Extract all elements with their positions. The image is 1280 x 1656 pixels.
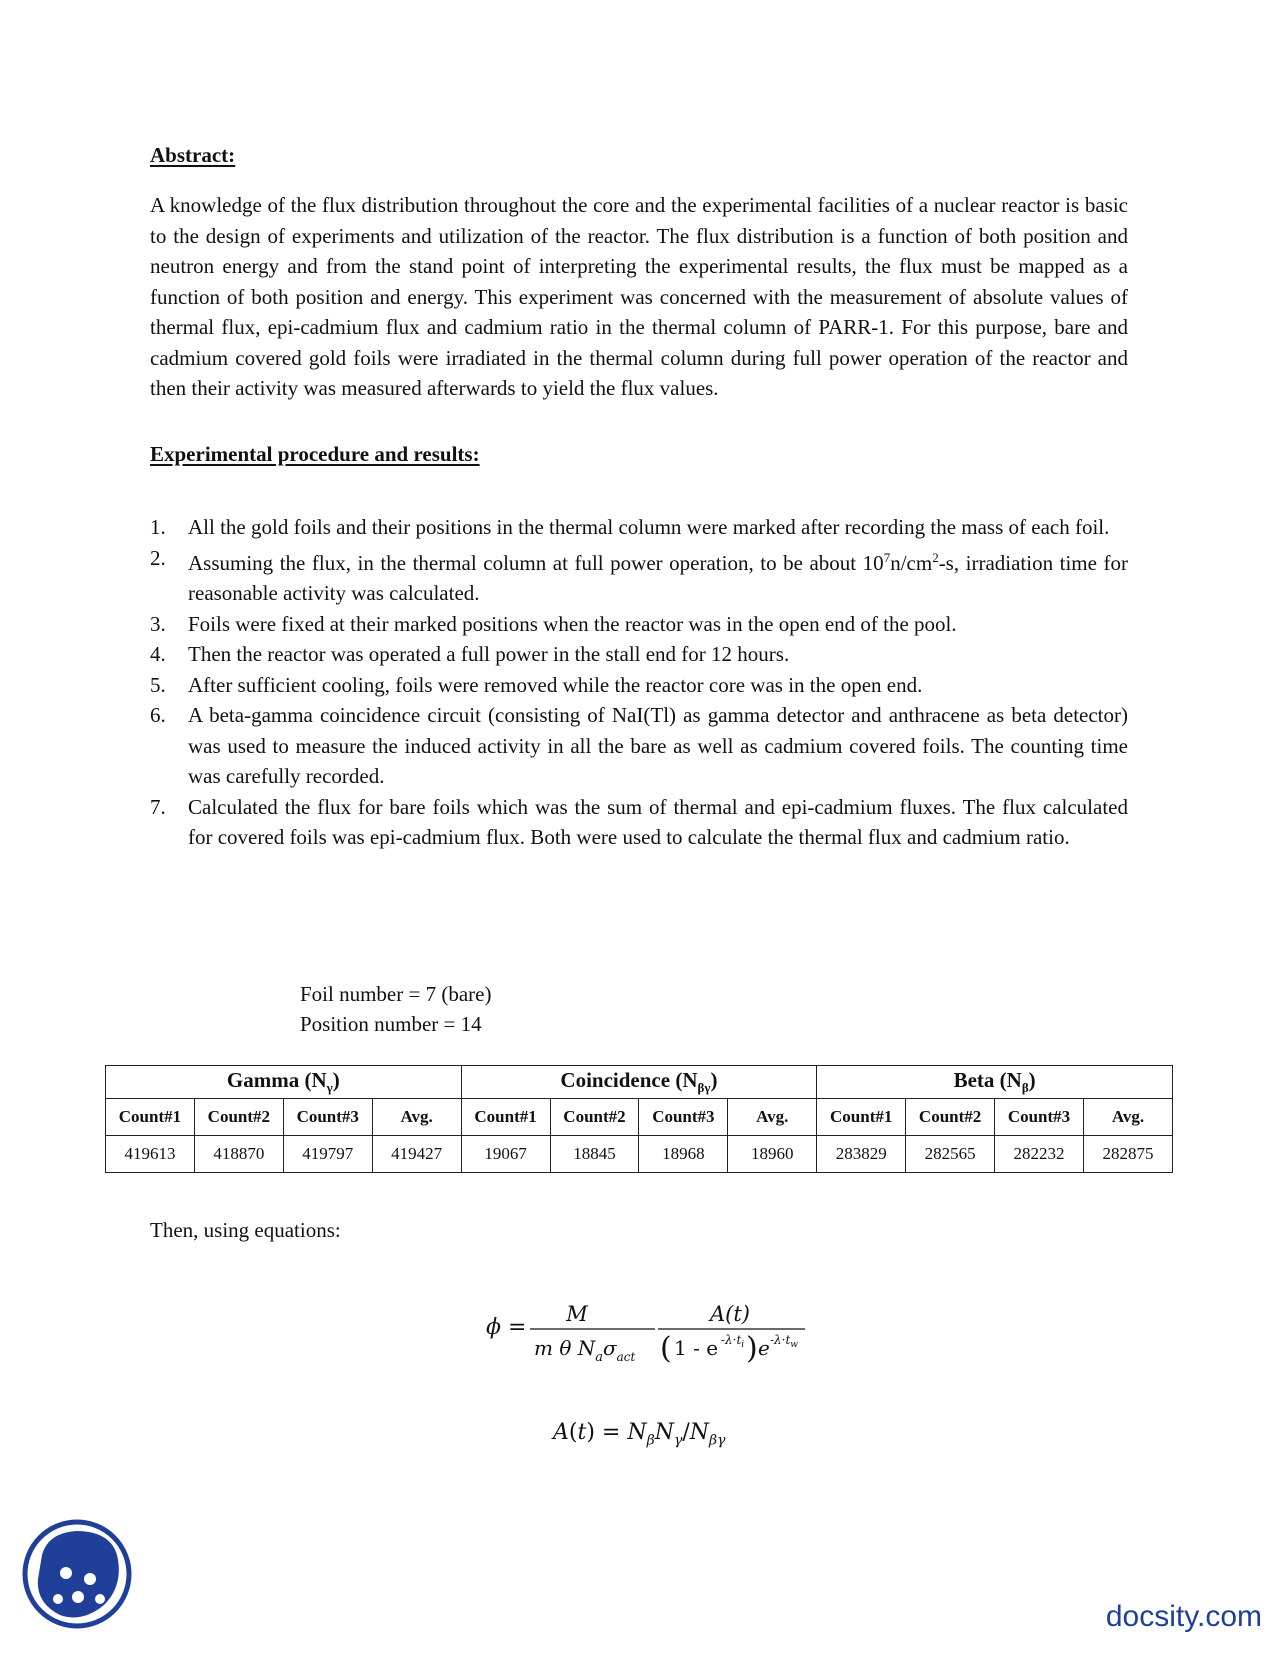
table-cell: 18960 <box>728 1136 817 1173</box>
procedure-heading: Experimental procedure and results: <box>150 442 480 466</box>
phi-equals: ϕ = <box>486 1315 527 1340</box>
table-group-row <box>106 1066 1173 1099</box>
position-number: Position number = 14 <box>300 1012 482 1036</box>
beta-group-header: Beta $(N_\beta)$ <box>817 1066 1173 1099</box>
table-cell: 419797 <box>283 1136 372 1173</box>
foil-number: Foil number = 7 (bare) <box>300 982 492 1006</box>
column-header: Count#2 <box>906 1099 995 1136</box>
table-cell: 19067 <box>461 1136 550 1173</box>
one-minus-e: 1 - e <box>674 1336 719 1360</box>
fraction-2-numerator: A(t) <box>710 1302 750 1326</box>
exponent-1: $-\lambda\cdot t_i$ <box>721 1333 745 1350</box>
table-cell: 419427 <box>372 1136 461 1173</box>
abstract-heading: Abstract: <box>150 143 236 167</box>
table-cell: 419613 <box>106 1136 195 1173</box>
abstract-paragraph: A knowledge of the flux distribution throughout the core and the experimental facilities of a nuclear reactor is basic to the design of experiments and utilization of the reactor. The flux distribution is a function of both position and neutron energy and from the stand point of interpreting the experimental results, the flux must be mapped as a function of both position and energy. This experiment was concerned with the measurement of absolute values of thermal flux, epi-cadmium flux and cadmium ratio in the thermal column of PARR-1. For this purpose, bare and cadmium covered gold foils were irradiated in the thermal column during full power operation of the reactor and then their activity was measured afterwards to yield the flux values. <box>150 193 1128 400</box>
column-header: Count#3 <box>283 1099 372 1136</box>
flux-equation <box>480 1288 820 1378</box>
counts-table <box>105 1065 1173 1173</box>
table-row <box>106 1136 1173 1173</box>
table-cell: 18968 <box>639 1136 728 1173</box>
column-header: Avg. <box>728 1099 817 1136</box>
list-item: 4. Then the reactor was operated a full power in the stall end for 12 hours. <box>150 642 790 666</box>
list-item: 5. After sufficient cooling, foils were removed while the reactor core was in the open end. <box>150 672 923 697</box>
column-header: Count#1 <box>461 1099 550 1136</box>
column-header: Count#3 <box>639 1099 728 1136</box>
column-header: Count#1 <box>817 1099 906 1136</box>
table-cell: 18845 <box>550 1136 639 1173</box>
activity-equation: $A(t) = N_\beta N_\gamma/N_{\beta\gamma}$ <box>553 1420 726 1449</box>
table-cell: 418870 <box>194 1136 283 1173</box>
fraction-1-numerator: M <box>566 1302 588 1326</box>
list-item: 3. Foils were fixed at their marked positions when the reactor was in the open end of the pool. <box>150 611 957 636</box>
table-cell: 282565 <box>906 1136 995 1173</box>
close-paren: ) <box>746 1331 758 1366</box>
table-cell: 282232 <box>995 1136 1084 1173</box>
list-item: 1. All the gold foils and their positions in the thermal column were marked after recording the mass of each foil. <box>150 515 1110 539</box>
column-header: Avg. <box>1083 1099 1172 1136</box>
table-cell: 283829 <box>817 1136 906 1173</box>
fraction-1-denominator: m θ $N_a\sigma_{act}$ <box>534 1336 636 1365</box>
column-header: Count#2 <box>194 1099 283 1136</box>
gamma-group-header: Gamma $(N_\gamma)$ <box>106 1066 462 1099</box>
list-item: 2. Assuming the flux, in the thermal column at full power operation, to be about $10^7n/cm^2-s$, irradiation time for reasonable activity was calculated. <box>150 545 1128 605</box>
docsity-brand-text[interactable]: docsity.com <box>1105 1600 1262 1633</box>
column-header: Count#1 <box>106 1099 195 1136</box>
open-paren: ( <box>660 1331 672 1366</box>
exponent-2: $-\lambda\cdot t_w$ <box>770 1333 799 1350</box>
docsity-logo-icon <box>20 1515 134 1633</box>
e-term: e <box>758 1336 770 1360</box>
list-item: 6. A beta-gamma coincidence circuit (consisting of NaI(Tl) as gamma detector and anthracene as beta detector) was used to measure the induced activity in all the bare as well as cadmium covered foils. The counting time was carefully recorded. <box>150 703 1128 788</box>
equations-intro: Then, using equations: <box>150 1218 341 1242</box>
column-header: Count#3 <box>995 1099 1084 1136</box>
table-cell: 282875 <box>1083 1136 1172 1173</box>
table-header-row <box>106 1099 1173 1136</box>
column-header: Count#2 <box>550 1099 639 1136</box>
column-header: Avg. <box>372 1099 461 1136</box>
list-item: 7. Calculated the flux for bare foils which was the sum of thermal and epi-cadmium fluxes. The flux calculated for covered foils was epi-cadmium flux. Both were used to calculate the thermal flux and cadmium ratio. <box>150 794 1128 849</box>
coincidence-group-header: Coincidence $(N_{\beta\gamma})$ <box>461 1066 817 1099</box>
procedure-list <box>150 512 1128 853</box>
